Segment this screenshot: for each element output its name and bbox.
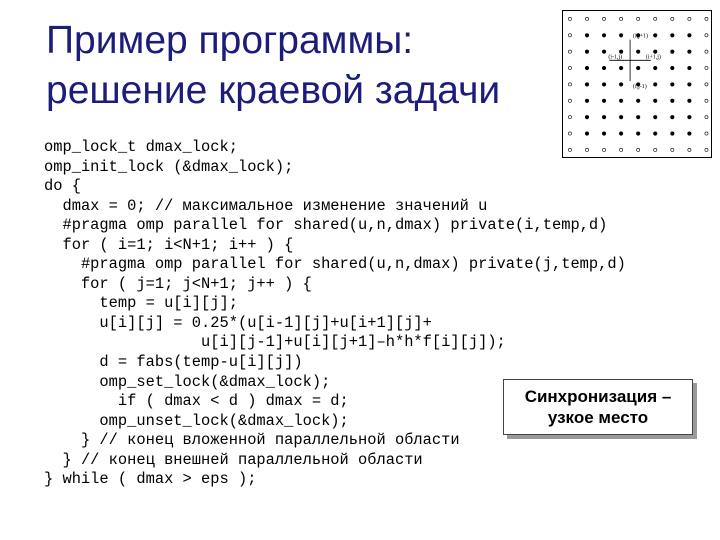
grid-node xyxy=(602,33,606,37)
boundary-node xyxy=(568,83,571,86)
code-line: for ( j=1; j<N+1; j++ ) { xyxy=(44,274,312,293)
grid-node xyxy=(653,132,657,136)
grid-node xyxy=(671,33,675,37)
grid-node xyxy=(602,132,606,136)
grid-node xyxy=(636,115,640,119)
label-top: (i,j+1) xyxy=(633,33,649,40)
grid-node xyxy=(688,66,692,70)
grid-node xyxy=(653,99,657,103)
boundary-node xyxy=(568,132,571,135)
grid-node xyxy=(671,115,675,119)
grid-node xyxy=(602,83,606,87)
grid-node xyxy=(671,83,675,87)
grid-node xyxy=(585,115,589,119)
grid-node xyxy=(653,115,657,119)
callout-line-2: узкое место xyxy=(547,408,649,427)
code-line: #pragma omp parallel for shared(u,n,dmax) private(i,temp,d) xyxy=(44,216,608,235)
grid-node xyxy=(619,66,623,70)
boundary-node xyxy=(688,148,691,151)
grid-node xyxy=(585,33,589,37)
boundary-node xyxy=(568,17,571,20)
grid-node xyxy=(619,83,623,87)
code-line: if ( dmax < d ) dmax = d; xyxy=(44,392,349,411)
boundary-node xyxy=(671,17,674,20)
boundary-node xyxy=(637,148,640,151)
code-line: #pragma omp parallel for shared(u,n,dmax) private(j,temp,d) xyxy=(44,255,626,274)
code-listing xyxy=(44,138,626,490)
code-line: omp_lock_t dmax_lock; xyxy=(44,138,238,156)
boundary-node xyxy=(568,34,571,37)
grid-node xyxy=(653,83,657,87)
callout-line-1: Синхронизация – xyxy=(524,387,672,406)
boundary-node xyxy=(705,50,708,53)
title-line-1: Пример программы: xyxy=(46,19,414,62)
label-bottom: (i,j-1) xyxy=(633,83,647,90)
code-line: omp_set_lock(&dmax_lock); xyxy=(44,372,331,391)
boundary-node xyxy=(705,34,708,37)
grid-node xyxy=(636,132,640,136)
label-left: (i-1,j) xyxy=(608,54,623,61)
grid-node xyxy=(671,132,675,136)
boundary-node xyxy=(654,148,657,151)
boundary-node xyxy=(705,83,708,86)
grid-node xyxy=(585,83,589,87)
label-right: (i+1,j) xyxy=(645,54,661,61)
boundary-node xyxy=(568,116,571,119)
grid-node xyxy=(688,132,692,136)
grid-node xyxy=(653,33,657,37)
sync-callout xyxy=(503,379,693,435)
grid-stencil-figure xyxy=(562,10,712,158)
boundary-node xyxy=(585,17,588,20)
boundary-node xyxy=(568,66,571,69)
grid-node xyxy=(688,83,692,87)
grid-node xyxy=(602,99,606,103)
grid-node xyxy=(653,50,657,54)
code-line: for ( i=1; i<N+1; i++ ) { xyxy=(44,235,294,254)
boundary-node xyxy=(654,17,657,20)
title-line-2: решение краевой задачи xyxy=(46,69,501,112)
grid-node xyxy=(619,33,623,37)
grid-node xyxy=(585,132,589,136)
code-line: u[i][j] = 0.25*(u[i-1][j]+u[i+1][j]+ xyxy=(44,313,432,332)
grid-node xyxy=(636,50,640,54)
grid-node xyxy=(602,50,606,54)
grid-node xyxy=(671,99,675,103)
boundary-node xyxy=(568,99,571,102)
grid-node xyxy=(619,50,623,54)
page-title xyxy=(46,16,546,116)
boundary-node xyxy=(620,17,623,20)
grid-node xyxy=(585,50,589,54)
boundary-node xyxy=(705,17,708,20)
code-line: dmax = 0; // максимальное изменение значений u xyxy=(44,196,488,215)
boundary-node xyxy=(705,99,708,102)
grid-node xyxy=(653,66,657,70)
boundary-node xyxy=(637,17,640,20)
grid-node xyxy=(619,132,623,136)
grid-node xyxy=(602,66,606,70)
boundary-node xyxy=(602,17,605,20)
grid-node xyxy=(602,115,606,119)
code-line: } // конец вложенной параллельной области xyxy=(44,431,460,450)
boundary-node xyxy=(568,50,571,53)
grid-node xyxy=(671,50,675,54)
grid-node xyxy=(619,99,623,103)
code-line: } // конец внешней параллельной области xyxy=(44,450,423,469)
grid-node xyxy=(688,50,692,54)
code-line: omp_init_lock (&dmax_lock); xyxy=(44,157,294,176)
boundary-node xyxy=(705,66,708,69)
boundary-node xyxy=(705,116,708,119)
code-line: u[i][j-1]+u[i][j+1]–h*h*f[i][j]); xyxy=(44,333,506,352)
grid-node xyxy=(688,115,692,119)
grid-node xyxy=(688,33,692,37)
code-line: d = fabs(temp-u[i][j]) xyxy=(44,353,303,372)
grid-node xyxy=(636,99,640,103)
grid-node xyxy=(636,66,640,70)
grid-node xyxy=(585,66,589,70)
grid-node xyxy=(619,115,623,119)
code-line: temp = u[i][j]; xyxy=(44,294,238,313)
code-line: do { xyxy=(44,177,81,196)
grid-node xyxy=(688,99,692,103)
boundary-node xyxy=(705,148,708,151)
boundary-node xyxy=(671,148,674,151)
code-line: } while ( dmax > eps ); xyxy=(44,470,257,489)
boundary-node xyxy=(688,17,691,20)
grid-node xyxy=(671,66,675,70)
code-line: omp_unset_lock(&dmax_lock); xyxy=(44,411,349,430)
boundary-node xyxy=(705,132,708,135)
grid-stencil-svg xyxy=(563,11,711,157)
grid-node xyxy=(585,99,589,103)
